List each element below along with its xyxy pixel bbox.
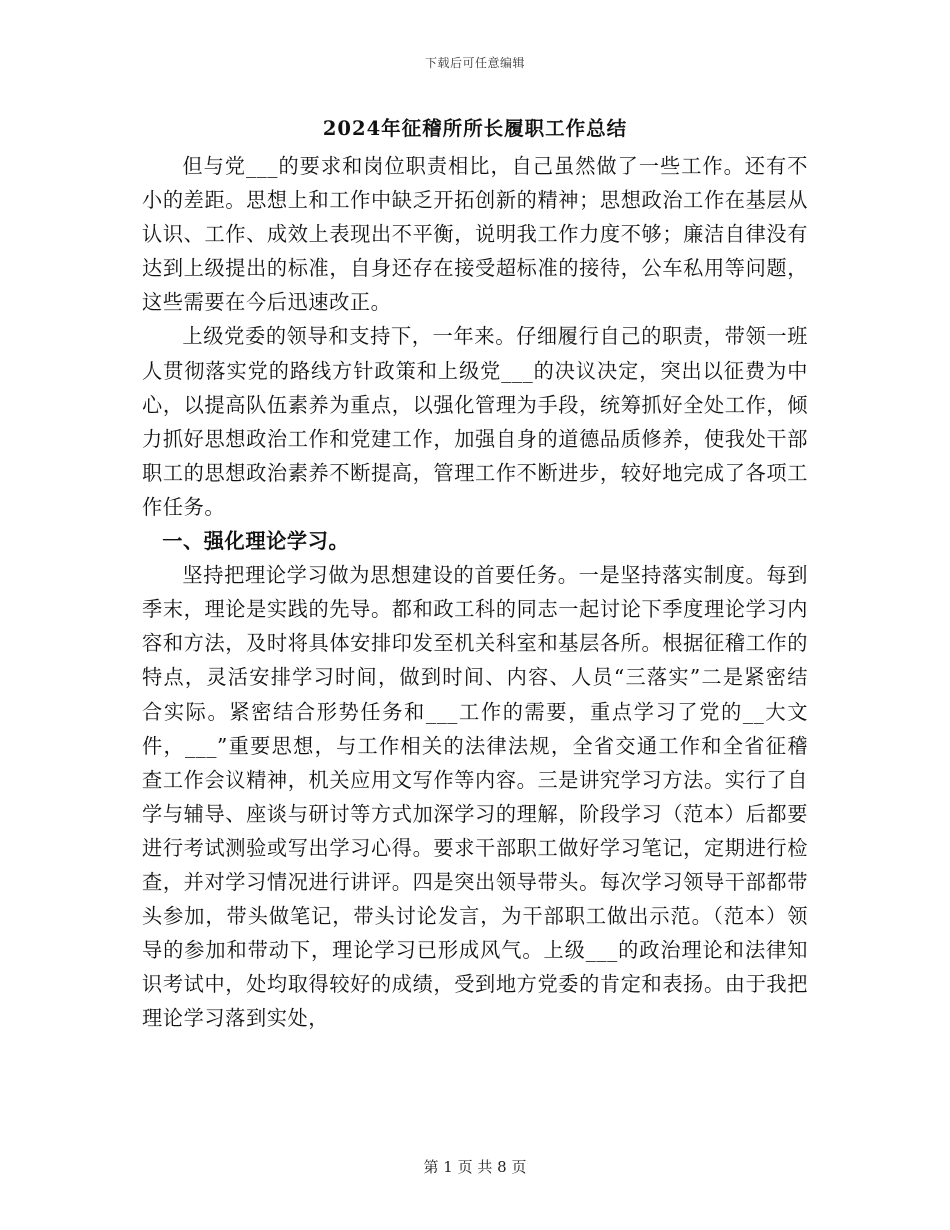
paragraph-1: 但与党___的要求和岗位职责相比，自己虽然做了一些工作。还有不小的差距。思想上和工作中缺乏开拓创新的精神；思想政治工作在基层从认识、工作、成效上表现出不平衡，说明我工作力度不够；廉洁自律没有达到上级提出的标准，自身还存在接受超标准的接待，公车私用等问题，这些需要在今后迅速改正。 xyxy=(142,154,808,315)
paragraph-2: 上级党委的领导和支持下，一年来。仔细履行自己的职责，带领一班人贯彻落实党的路线方针政策和上级党___的决议决定，突出以征费为中心，以提高队伍素养为重点，以强化管理为手段，统筹抓好全处工作，倾力抓好思想政治工作和党建工作，加强自身的道德品质修养，使我处干部职工的思想政治素养不断提高，管理工作不断进步，较好地完成了各项工作任务。 xyxy=(142,324,808,519)
header-note: 下载后可任意编辑 xyxy=(424,56,525,70)
section-heading: 一、强化理论学习。 xyxy=(162,529,350,554)
document-title: 2024年征稽所所长履职工作总结 xyxy=(322,117,628,140)
page-indicator: 第 1 页 共 8 页 xyxy=(423,1158,527,1176)
section-paragraph: 坚持把理论学习做为思想建设的首要任务。一是坚持落实制度。每到季末，理论是实践的先导。都和政工科的同志一起讨论下季度理论学习内容和方法，及时将具体安排印发至机关科室和基层各所。根据征稽工作的特点，灵活安排学习时间，做到时间、内容、人员“三落实”二是紧密结合实际。紧密结合形势任务和___工作的需要，重点学习了党的__大文件，___”重要思想，与工作相关的法律法规，全省交通工作和全省征稽查工作会议精神，机关应用文写作等内容。三是讲究学习方法。实行了自学与辅导、座谈与研讨等方式加深学习的理解，阶段学习（范本）后都要进行考试测验或写出学习心得。要求干部职工做好学习笔记，定期进行检查，并对学习情况进行讲评。四是突出领导带头。每次学习领导干部都带头参加，带头做笔记，带头讨论发言，为干部职工做出示范。（范本）领导的参加和带动下，理论学习已形成风气。上级___的政治理论和法律知识考试中，处均取得较好的成绩，受到地方党委的肯定和表扬。由于我把理论学习落到实处， xyxy=(142,563,808,1031)
document-body xyxy=(142,149,808,1035)
